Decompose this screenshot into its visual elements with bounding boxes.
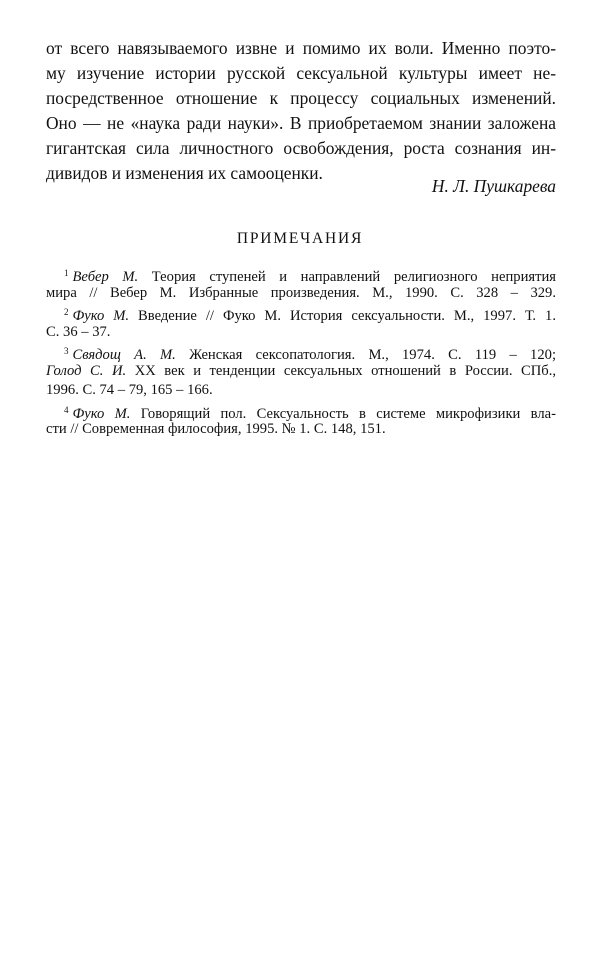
author-signature: Н. Л. Пушкарева xyxy=(431,176,556,196)
note-4-author: Фуко М. xyxy=(72,405,131,422)
note-4-line-1 xyxy=(46,401,556,421)
body-line-6: дивидов и изменения их самооценки. xyxy=(46,163,323,183)
note-2-text: Введение // Фуко М. История сексуальности. М., 1997. Т. 1. xyxy=(129,308,556,324)
note-3-author: Свядощ А. М. xyxy=(72,347,176,363)
body-line-1: от всего навязываемого извне и помимо их воли. Именно поэто- xyxy=(46,38,556,58)
note-2-line-2: С. 36 – 37. xyxy=(46,323,111,340)
note-1-line-2: мира // Вебер М. Избранные произведения. М., 1990. С. 328 – 329. xyxy=(46,284,556,301)
note-3-line-2 xyxy=(46,362,556,382)
note-3-text-2: XX век и тенденции сексуальных отношений в России. СПб., xyxy=(126,362,556,379)
note-2-number: 2 xyxy=(64,307,69,317)
note-2-line-1 xyxy=(46,303,556,323)
body-line-3: посредственное отношение к процессу социальных изменений. xyxy=(46,88,556,108)
note-4-number: 4 xyxy=(64,404,69,415)
note-1-line-1 xyxy=(46,264,556,284)
body-line-4: Оно — не «наука ради науки». В приобретаемом знании заложена xyxy=(46,113,556,133)
note-4-line-2: сти // Современная философия, 1995. № 1. С. 148, 151. xyxy=(46,421,386,437)
body-line-5: гигантская сила личностного освобождения, роста сознания ин- xyxy=(46,138,556,158)
note-3-line-3: 1996. С. 74 – 79, 165 – 166. xyxy=(46,382,213,398)
notes-heading: ПРИМЕЧАНИЯ xyxy=(236,230,364,247)
note-4-text: Говорящий пол. Сексуальность в системе микрофизики вла- xyxy=(130,405,556,422)
note-3-line-1 xyxy=(46,342,556,362)
notes-list xyxy=(46,264,556,440)
note-3-text: Женская сексопатология. М., 1974. С. 119 – 120; xyxy=(175,347,557,363)
note-2-author: Фуко М. xyxy=(72,308,130,324)
note-1-text: Теория ступеней и направлений религиозного неприятия xyxy=(138,269,556,285)
body-line-2: му изучение истории русской сексуальной культуры имеет не- xyxy=(46,63,556,83)
note-3-author-2: Голод С. И. xyxy=(46,362,127,379)
note-1-author: Вебер М. xyxy=(72,269,139,285)
note-1-number: 1 xyxy=(64,268,69,278)
note-3-number: 3 xyxy=(64,346,69,356)
main-text xyxy=(46,36,556,186)
